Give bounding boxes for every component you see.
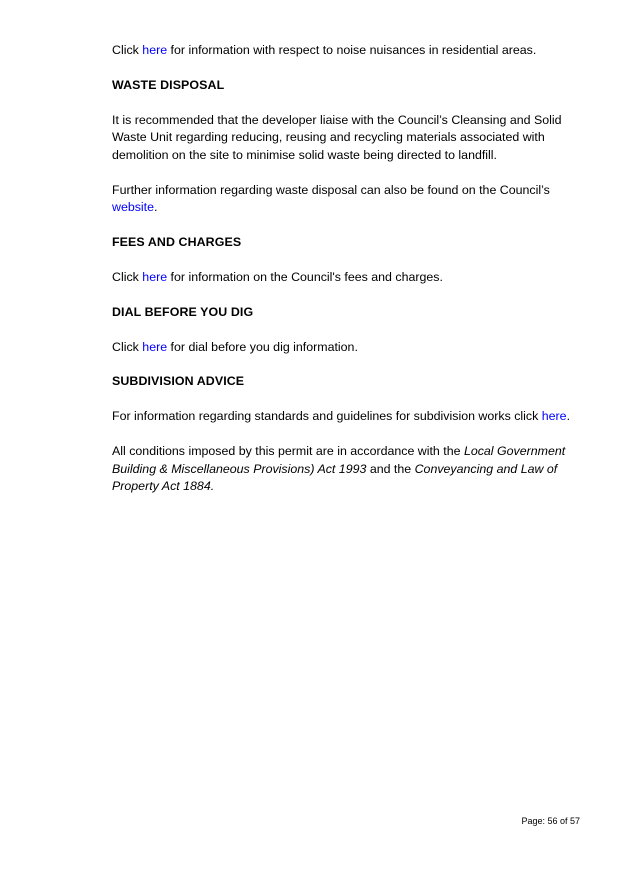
conditions-paragraph: [112, 443, 572, 495]
waste-para2-suffix: .: [154, 199, 158, 214]
document-body: [112, 42, 572, 513]
noise-suffix: for information with respect to noise nuisances in residential areas.: [167, 43, 537, 57]
waste-paragraph-1: It is recommended that the developer liaise with the Council’s Cleansing and Solid Waste Unit regarding reducing, reusing and recycling materials associated with demolition on the site to minimise solid waste being directed to landfill.: [112, 112, 562, 162]
dial-before-you-dig-heading: DIAL BEFORE YOU DIG: [112, 304, 254, 319]
dial-prefix: Click: [112, 339, 143, 354]
subdivision-here-link[interactable]: here: [541, 409, 567, 424]
subdivision-advice-heading: SUBDIVISION ADVICE: [112, 374, 245, 389]
noise-prefix: Click: [112, 43, 143, 57]
waste-disposal-heading: WASTE DISPOSAL: [112, 77, 225, 92]
subdivision-suffix: .: [566, 409, 571, 424]
noise-paragraph: [112, 42, 572, 59]
dial-paragraph: [112, 339, 572, 356]
waste-para2-prefix: Further information regarding waste disposal can also be found on the Council’s: [112, 182, 550, 197]
fees-charges-heading: FEES AND CHARGES: [112, 234, 242, 249]
subdivision-prefix: For information regarding standards and guidelines for subdivision works click: [112, 409, 542, 424]
subdivision-paragraph: [112, 408, 572, 425]
page-number: Page: 56 of 57: [521, 816, 580, 826]
conditions-prefix: All conditions imposed by this permit are in accordance with the: [112, 444, 464, 459]
fees-suffix: for information on the Council's fees and charges.: [167, 269, 443, 284]
waste-website-link[interactable]: website: [112, 199, 155, 214]
waste-paragraph-2: [112, 182, 572, 217]
fees-paragraph: [112, 269, 572, 286]
dial-suffix: for dial before you dig information.: [167, 339, 358, 354]
dial-here-link[interactable]: here: [142, 339, 168, 354]
conditions-middle: and the: [366, 461, 415, 476]
noise-here-link[interactable]: here: [142, 43, 168, 57]
local-government-act-title: Local Government Building & Miscellaneous Provisions) Act 1993: [112, 444, 566, 476]
fees-here-link[interactable]: here: [142, 269, 168, 284]
fees-prefix: Click: [112, 269, 143, 284]
conveyancing-act-title: Conveyancing and Law of Property Act 1884.: [112, 461, 558, 494]
